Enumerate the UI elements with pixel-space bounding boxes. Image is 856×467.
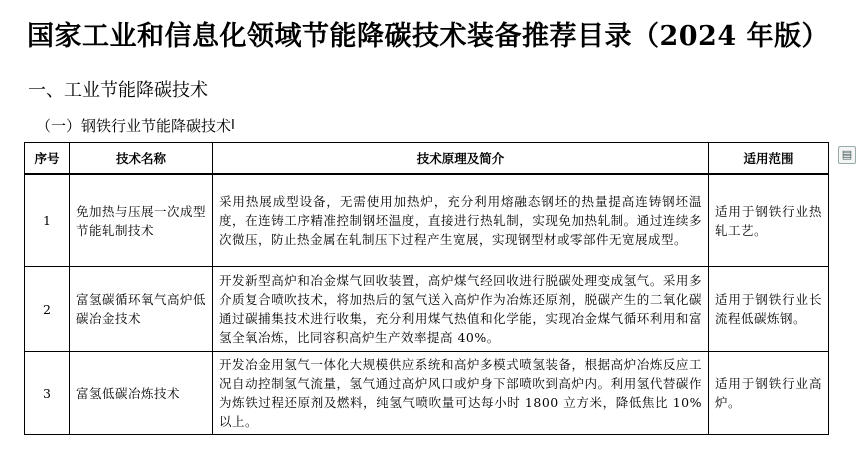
- table-row: [25, 174, 829, 267]
- text-cursor-icon: I: [231, 118, 235, 133]
- section-heading: 一、工业节能降碳技术: [28, 80, 208, 101]
- column-header-description: 技术原理及简介: [213, 143, 709, 175]
- row-number: 2: [25, 267, 70, 352]
- table-row: [25, 352, 829, 435]
- technology-name: 免加热与压展一次成型节能轧制技术: [70, 174, 213, 267]
- sub-heading: （一）钢铁行业节能降碳技术: [36, 117, 232, 135]
- technology-table: [24, 142, 829, 435]
- column-header-no: 序号: [25, 143, 70, 175]
- application-scope: 适用于钢铁行业长流程低碳炼钢。: [709, 267, 829, 352]
- technology-description: 采用热展成型设备，无需使用加热炉，充分利用熔融态钢坯的热量提高连铸钢坯温度，在连铸工序精准控制钢坯温度，直接进行热轧制，实现免加热轧制。通过连续多次微压，防止热金属在轧制压下过程产生宽展，实现钢型材或零部件无宽展成型。: [213, 174, 709, 267]
- row-number: 1: [25, 174, 70, 267]
- document-title: 国家工业和信息化领域节能降碳技术装备推荐目录（2024 年版）: [26, 21, 830, 52]
- table-row: [25, 267, 829, 352]
- technology-description: 开发新型高炉和冶金煤气回收装置，高炉煤气经回收进行脱碳处理变成氢气。采用多介质复合喷吹技术，将加热后的氢气送入高炉作为冶炼还原剂，脱碳产生的二氧化碳通过碳捕集技术进行收集，充分利用煤气热值和化学能，实现冶金煤气循环利用和富氢全氧冶炼，比同容积高炉生产效率提高 40%。: [213, 267, 709, 352]
- technology-description: 开发冶金用氢气一体化大规模供应系统和高炉多模式喷氢装备，根据高炉冶炼反应工况自动控制氢气流量，氢气通过高炉风口或炉身下部喷吹到高炉内。利用氢代替碳作为炼铁过程还原剂及燃料，纯氢气喷吹量可达每小时 1800 立方米，降低焦比 10%以上。: [213, 352, 709, 435]
- row-number: 3: [25, 352, 70, 435]
- application-scope: 适用于钢铁行业高炉。: [709, 352, 829, 435]
- side-panel-icon[interactable]: ▤: [838, 146, 856, 164]
- application-scope: 适用于钢铁行业热轧工艺。: [709, 174, 829, 267]
- table-header-row: [25, 143, 829, 175]
- column-header-name: 技术名称: [70, 143, 213, 175]
- column-header-scope: 适用范围: [709, 143, 829, 175]
- technology-name: 富氢碳循环氧气高炉低碳冶金技术: [70, 267, 213, 352]
- technology-name: 富氢低碳冶炼技术: [70, 352, 213, 435]
